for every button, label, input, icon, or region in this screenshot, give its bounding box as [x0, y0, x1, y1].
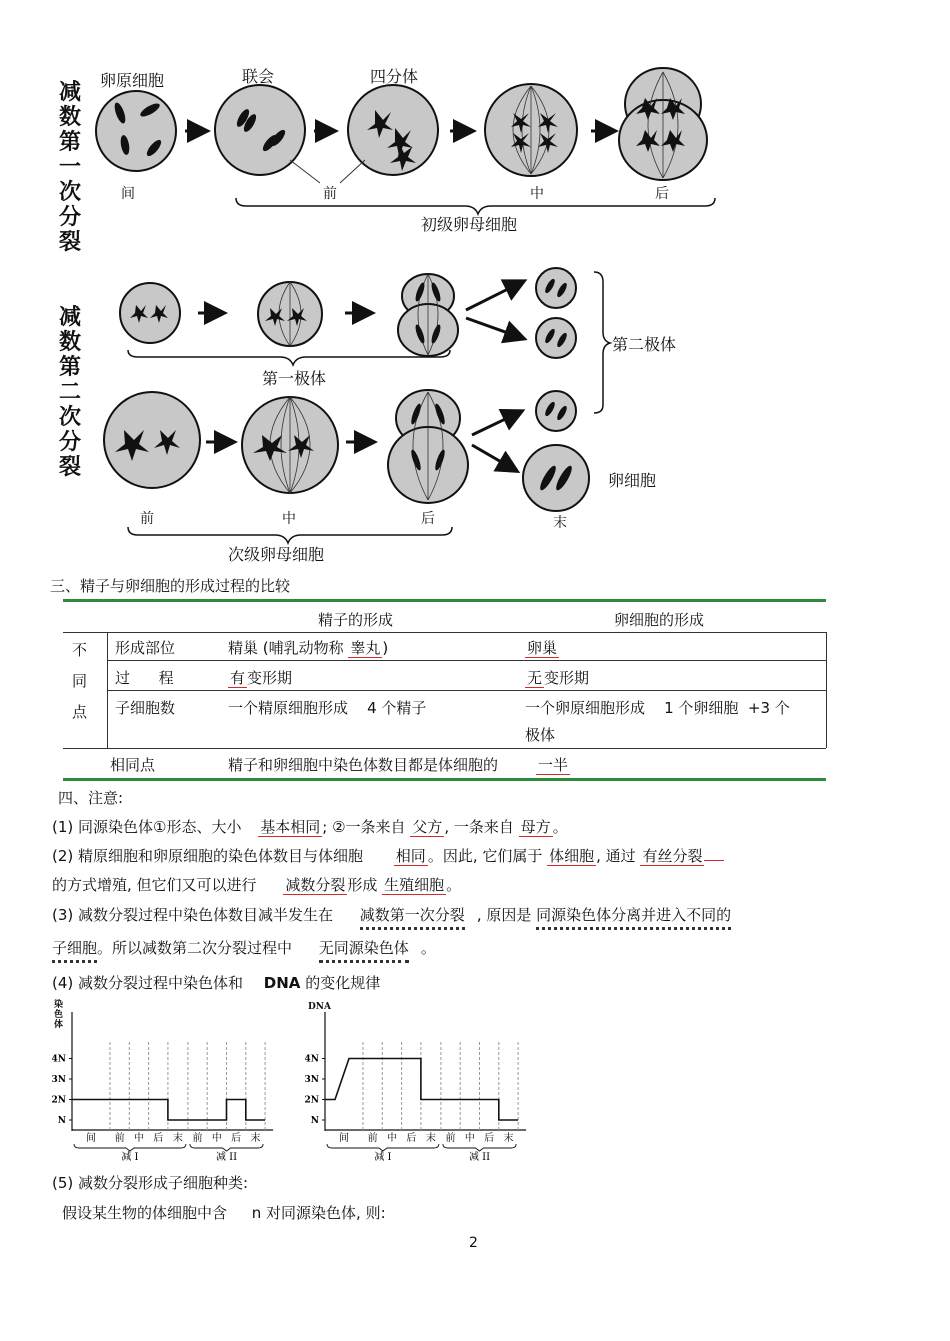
dna-chart-xtick-label: 末: [503, 1133, 514, 1144]
group-label: 不 同 点: [72, 641, 88, 721]
label-oogonium: 卵原细胞: [100, 71, 165, 90]
stage2-metaphase: 中: [282, 511, 296, 527]
row-egg-count-2: 极体: [525, 726, 556, 744]
dna-chart-xtick-label: 末: [425, 1133, 436, 1144]
same-text: 精子和卵细胞中染色体数目都是体细胞的 一半: [228, 756, 569, 774]
label-synapsis: 联会: [242, 67, 275, 86]
chromosome-chart-group-label: 减 I: [121, 1152, 139, 1163]
dna-chart-series-line: [325, 1059, 518, 1121]
chromosome-chart-ytick-label: 2N: [51, 1095, 66, 1106]
dna-chart-ytick-label: 2N: [304, 1095, 319, 1106]
label-second-polar-body: 第二极体: [612, 335, 677, 354]
dna-chart-ytick-label: N: [310, 1116, 319, 1126]
dna-chart-xtick-label: 后: [406, 1133, 417, 1144]
chromosome-chart-group-label: 减 II: [215, 1152, 238, 1163]
label-first-polar-body: 第一极体: [262, 369, 327, 388]
chromosome-chart-xtick-label: 中: [133, 1133, 144, 1144]
same-label: 相同点: [110, 756, 156, 774]
table-header-sperm: 精子的形成: [318, 611, 394, 629]
dna-chart-group-bracket: [443, 1144, 516, 1151]
dna-chart-xtick-label: 前: [367, 1133, 378, 1144]
chromosome-chart-xtick-label: 后: [231, 1133, 242, 1144]
note-5: (5) 减数分裂形成子细胞种类:: [52, 1174, 249, 1192]
stage2-prophase: 前: [140, 511, 154, 527]
label-primary-oocyte: 初级卵母细胞: [421, 215, 518, 234]
row-sperm-location: 精巢 (哺乳动物称 睾丸 ): [228, 639, 389, 657]
note-6: 假设某生物的体细胞中含 n 对同源染色体, 则:: [62, 1204, 386, 1222]
row-label-location: 形成部位: [115, 639, 176, 657]
chromosome-chart-group-bracket: [74, 1144, 186, 1151]
dna-chart-group-label: 减 I: [374, 1152, 392, 1163]
chromosome-chart-group-bracket: [190, 1144, 263, 1151]
chromosome-chart-xtick-label: 中: [211, 1133, 222, 1144]
chromosome-chart-xtick-label: 末: [250, 1133, 261, 1144]
row-egg-location: 卵巢: [527, 639, 558, 657]
dna-chart-ytick-label: 4N: [304, 1054, 319, 1065]
row-label-count: 子细胞数: [115, 699, 176, 717]
note-2b: 的方式增殖, 但它们又可以进行 减数分裂 形成 生殖细胞 。: [52, 876, 462, 894]
chart1-ylabel: 染色体: [54, 1000, 64, 1030]
note-4: (4) 减数分裂过程中染色体和 DNA 的变化规律: [52, 974, 381, 992]
note-1: (1) 同源染色体①形态、大小 基本相同 ; ②一条来自 父方 , 一条来自 母方 。: [52, 818, 568, 836]
chromosome-chart-series-line: [72, 1100, 265, 1121]
diagram2-title: 减 数 第 二 次 分 裂: [58, 304, 81, 480]
chromosome-chart-xtick-label: 末: [172, 1133, 183, 1144]
row-egg-process: 无 变形期: [527, 669, 590, 687]
note-3b: 子细胞。所以减数第二次分裂过程中 无同源染色体 。: [52, 937, 436, 958]
dna-chart-group-bracket: [327, 1144, 439, 1151]
stage2-telophase: 末: [553, 515, 567, 531]
row-egg-count-1: 一个卵原细胞形成 1 个卵细胞 +3 个: [525, 699, 790, 717]
chromosome-chart-xtick-label: 后: [153, 1133, 164, 1144]
stage-metaphase: 中: [530, 186, 544, 202]
page-number: 2: [469, 1235, 478, 1251]
label-secondary-oocyte: 次级卵母细胞: [228, 545, 325, 564]
note-3a: (3) 减数分裂过程中染色体数目减半发生在 减数第一次分裂 , 原因是 同源染色体分离并进入不同的: [52, 904, 731, 925]
dna-chart-xtick-label: 中: [386, 1133, 397, 1144]
diagram1-title: 减 数 第 一 次 分 裂: [58, 79, 81, 255]
chromosome-chart-ytick-label: 4N: [51, 1054, 66, 1065]
dna-chart-ytick-label: 3N: [304, 1075, 319, 1085]
row-sperm-process: 有 变形期: [230, 669, 293, 687]
chromosome-chart-ytick-label: 3N: [51, 1075, 66, 1085]
row-label-process: 过 程: [115, 669, 174, 687]
label-egg-cell: 卵细胞: [608, 471, 657, 490]
note-2a: (2) 精原细胞和卵原细胞的染色体数目与体细胞 相同 。因此, 它们属于 体细胞 , 通过 有丝分裂: [52, 845, 724, 866]
section3-heading: 三、精子与卵细胞的形成过程的比较: [50, 577, 291, 595]
row-sperm-count: 一个精原细胞形成 4 个精子: [228, 699, 427, 717]
chromosome-chart-ytick-label: N: [57, 1116, 66, 1126]
label-tetrad: 四分体: [370, 67, 419, 86]
stage-interphase: 间: [121, 186, 135, 202]
chromosome-chart-xtick-label: 前: [114, 1133, 125, 1144]
chart2-ylabel: DNA: [308, 1002, 332, 1012]
stage-anaphase: 后: [655, 186, 669, 202]
table-header-egg: 卵细胞的形成: [614, 611, 705, 629]
dna-chart-xtick-label: 后: [484, 1133, 495, 1144]
dna-chart-xtick-label: 前: [445, 1133, 456, 1144]
stage-prophase: 前: [323, 186, 337, 202]
dna-chart-group-label: 减 II: [468, 1152, 491, 1163]
chromosome-chart-xtick-label: 前: [192, 1133, 203, 1144]
dna-chart-xtick-label: 间: [339, 1133, 349, 1144]
section4-heading: 四、注意:: [58, 789, 124, 807]
dna-chart-xtick-label: 中: [464, 1133, 475, 1144]
chromosome-chart-xtick-label: 间: [86, 1133, 96, 1144]
stage2-anaphase: 后: [421, 511, 435, 527]
